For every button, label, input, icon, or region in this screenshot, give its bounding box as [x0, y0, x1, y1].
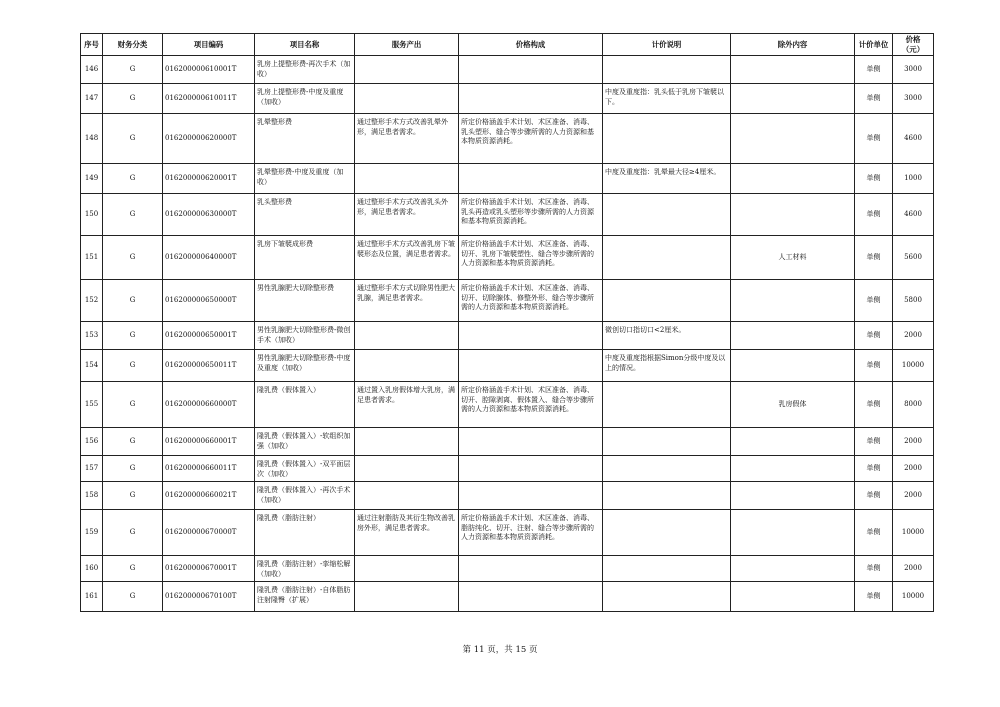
cell-finance-class: G [103, 114, 163, 164]
table-row [81, 280, 934, 322]
cell-service-output [355, 56, 459, 84]
cell-item-name: 隆乳费（假体置入） [255, 382, 355, 428]
cell-pricing-unit: 单侧 [855, 114, 893, 164]
cell-service-output [355, 582, 459, 612]
table-row [81, 114, 934, 164]
cell-exclusion [731, 350, 855, 382]
table-row [81, 382, 934, 428]
cell-price-composition [459, 84, 603, 114]
cell-price: 10000 [893, 350, 934, 382]
column-header-code: 项目编码 [163, 34, 255, 56]
table-row [81, 322, 934, 350]
cell-pricing-note [603, 382, 731, 428]
cell-service-output: 通过整形手术方式改善乳头外形，满足患者需求。 [355, 194, 459, 236]
cell-finance-class: G [103, 428, 163, 456]
cell-pricing-unit: 单侧 [855, 194, 893, 236]
cell-item-code: 016200000660001T [163, 428, 255, 456]
cell-finance-class: G [103, 236, 163, 280]
cell-exclusion [731, 482, 855, 510]
column-header-no: 序号 [81, 34, 103, 56]
table-row [81, 582, 934, 612]
cell-row-number: 153 [81, 322, 103, 350]
cell-pricing-note [603, 56, 731, 84]
cell-service-output [355, 482, 459, 510]
cell-price-composition [459, 350, 603, 382]
cell-item-name: 男性乳腺肥大切除整形费-中度及重度（加收） [255, 350, 355, 382]
cell-price-composition: 所定价格涵盖手术计划、术区准备、消毒、切开、切除腺体、修整外形、缝合等步骤所需的人力资源和基本物质资源消耗。 [459, 280, 603, 322]
cell-item-name: 乳头整形费 [255, 194, 355, 236]
table-row [81, 556, 934, 582]
column-header-note: 计价说明 [603, 34, 731, 56]
cell-pricing-unit: 单侧 [855, 280, 893, 322]
cell-pricing-note: 中度及重度指：乳晕最大径≥4厘米。 [603, 164, 731, 194]
cell-price-composition: 所定价格涵盖手术计划、术区准备、消毒、切开、腔隙剥离、假体置入、缝合等步骤所需的人力资源和基本物质资源消耗。 [459, 382, 603, 428]
cell-price-composition [459, 428, 603, 456]
column-header-price: 价格 （元） [893, 34, 934, 56]
cell-finance-class: G [103, 280, 163, 322]
cell-exclusion [731, 114, 855, 164]
cell-pricing-unit: 单侧 [855, 556, 893, 582]
cell-service-output [355, 322, 459, 350]
cell-finance-class: G [103, 510, 163, 556]
cell-service-output [355, 456, 459, 482]
cell-item-code: 016200000650011T [163, 350, 255, 382]
column-header-cls: 财务分类 [103, 34, 163, 56]
cell-pricing-unit: 单侧 [855, 236, 893, 280]
cell-pricing-note [603, 194, 731, 236]
cell-item-code: 016200000610011T [163, 84, 255, 114]
cell-finance-class: G [103, 556, 163, 582]
cell-row-number: 157 [81, 456, 103, 482]
page-footer: 第 11 页，共 15 页 [462, 645, 538, 655]
cell-item-name: 隆乳费（脂肪注射） [255, 510, 355, 556]
cell-price: 2000 [893, 482, 934, 510]
cell-exclusion [731, 280, 855, 322]
cell-price: 3000 [893, 84, 934, 114]
cell-exclusion [731, 456, 855, 482]
cell-pricing-unit: 单侧 [855, 482, 893, 510]
cell-pricing-unit: 单侧 [855, 350, 893, 382]
cell-exclusion [731, 322, 855, 350]
cell-price-composition [459, 482, 603, 510]
cell-pricing-note [603, 556, 731, 582]
cell-item-code: 016200000630000T [163, 194, 255, 236]
cell-price: 4600 [893, 114, 934, 164]
cell-price-composition [459, 582, 603, 612]
cell-pricing-note [603, 510, 731, 556]
cell-price: 3000 [893, 56, 934, 84]
cell-finance-class: G [103, 194, 163, 236]
cell-price: 10000 [893, 510, 934, 556]
pricing-table [80, 33, 934, 612]
cell-item-code: 016200000670100T [163, 582, 255, 612]
cell-pricing-unit: 单侧 [855, 322, 893, 350]
cell-price-composition: 所定价格涵盖手术计划、术区准备、消毒、乳头塑形、缝合等步骤所需的人力资源和基本物质资源消耗。 [459, 114, 603, 164]
cell-pricing-unit: 单侧 [855, 84, 893, 114]
cell-price: 10000 [893, 582, 934, 612]
cell-service-output: 通过整形手术方式改善乳晕外形，满足患者需求。 [355, 114, 459, 164]
cell-item-name: 隆乳费（假体置入）-再次手术（加收） [255, 482, 355, 510]
cell-finance-class: G [103, 164, 163, 194]
cell-service-output: 通过整形手术方式切除男性肥大乳腺，满足患者需求。 [355, 280, 459, 322]
cell-price-composition [459, 56, 603, 84]
cell-price: 5600 [893, 236, 934, 280]
cell-exclusion [731, 164, 855, 194]
cell-pricing-note [603, 582, 731, 612]
cell-pricing-unit: 单侧 [855, 56, 893, 84]
cell-finance-class: G [103, 84, 163, 114]
table-row [81, 236, 934, 280]
cell-finance-class: G [103, 482, 163, 510]
cell-pricing-unit: 单侧 [855, 456, 893, 482]
cell-finance-class: G [103, 582, 163, 612]
cell-item-code: 016200000660021T [163, 482, 255, 510]
cell-pricing-note [603, 236, 731, 280]
cell-price-composition: 所定价格涵盖手术计划、术区准备、消毒、脂肪纯化、切开、注射、缝合等步骤所需的人力资源和基本物质资源消耗。 [459, 510, 603, 556]
cell-service-output [355, 350, 459, 382]
cell-item-name: 乳房下皱襞成形费 [255, 236, 355, 280]
cell-price: 2000 [893, 556, 934, 582]
cell-row-number: 146 [81, 56, 103, 84]
cell-pricing-note: 微创切口指切口<2厘米。 [603, 322, 731, 350]
cell-item-name: 隆乳费（假体置入）-双平面层次（加收） [255, 456, 355, 482]
cell-price: 8000 [893, 382, 934, 428]
table-body [81, 56, 934, 612]
cell-service-output [355, 84, 459, 114]
cell-price: 2000 [893, 456, 934, 482]
cell-pricing-note [603, 428, 731, 456]
table-row [81, 84, 934, 114]
cell-item-name: 隆乳费（脂肪注射）-自体脂肪注射隆臀（扩展） [255, 582, 355, 612]
cell-row-number: 147 [81, 84, 103, 114]
table-row [81, 194, 934, 236]
cell-finance-class: G [103, 382, 163, 428]
cell-pricing-unit: 单侧 [855, 510, 893, 556]
cell-exclusion [731, 56, 855, 84]
cell-exclusion [731, 428, 855, 456]
cell-pricing-note [603, 482, 731, 510]
column-header-comp: 价格构成 [459, 34, 603, 56]
table-header-row [81, 34, 934, 56]
column-header-unit: 计价单位 [855, 34, 893, 56]
cell-price: 2000 [893, 428, 934, 456]
cell-item-code: 016200000670001T [163, 556, 255, 582]
cell-item-code: 016200000610001T [163, 56, 255, 84]
cell-item-code: 016200000640000T [163, 236, 255, 280]
cell-finance-class: G [103, 350, 163, 382]
cell-exclusion: 人工材料 [731, 236, 855, 280]
cell-price-composition [459, 556, 603, 582]
cell-item-code: 016200000670000T [163, 510, 255, 556]
cell-row-number: 161 [81, 582, 103, 612]
cell-pricing-unit: 单侧 [855, 164, 893, 194]
cell-item-code: 016200000620000T [163, 114, 255, 164]
cell-row-number: 158 [81, 482, 103, 510]
cell-price-composition [459, 164, 603, 194]
cell-pricing-unit: 单侧 [855, 382, 893, 428]
cell-item-name: 男性乳腺肥大切除整形费-微创手术（加收） [255, 322, 355, 350]
cell-exclusion [731, 510, 855, 556]
column-header-name: 项目名称 [255, 34, 355, 56]
cell-service-output [355, 164, 459, 194]
cell-pricing-note: 中度及重度指：乳头低于乳房下皱襞以下。 [603, 84, 731, 114]
cell-pricing-note [603, 456, 731, 482]
cell-finance-class: G [103, 456, 163, 482]
cell-price: 2000 [893, 322, 934, 350]
column-header-excl: 除外内容 [731, 34, 855, 56]
cell-price-composition [459, 456, 603, 482]
cell-row-number: 160 [81, 556, 103, 582]
cell-finance-class: G [103, 322, 163, 350]
table-row [81, 482, 934, 510]
cell-pricing-note [603, 114, 731, 164]
cell-item-name: 隆乳费（脂肪注射）-挛缩松解（加收） [255, 556, 355, 582]
cell-item-name: 隆乳费（假体置入）-软组织加强（加收） [255, 428, 355, 456]
table-row [81, 164, 934, 194]
cell-price-composition: 所定价格涵盖手术计划、术区准备、消毒、切开、乳房下皱襞塑性、缝合等步骤所需的人力资源和基本物质资源消耗。 [459, 236, 603, 280]
cell-pricing-note [603, 280, 731, 322]
cell-exclusion [731, 556, 855, 582]
cell-pricing-unit: 单侧 [855, 428, 893, 456]
cell-price-composition [459, 322, 603, 350]
table-row [81, 350, 934, 382]
column-header-out: 服务产出 [355, 34, 459, 56]
cell-price-composition: 所定价格涵盖手术计划、术区准备、消毒、乳头再造或乳头塑形等步骤所需的人力资源和基本物质资源消耗。 [459, 194, 603, 236]
cell-item-name: 乳晕整形费-中度及重度（加收） [255, 164, 355, 194]
cell-exclusion [731, 194, 855, 236]
cell-service-output: 通过置入乳房假体增大乳房，满足患者需求。 [355, 382, 459, 428]
cell-exclusion [731, 582, 855, 612]
table-row [81, 510, 934, 556]
cell-exclusion: 乳房假体 [731, 382, 855, 428]
cell-pricing-note: 中度及重度指根据Simon分级中度及以上的情况。 [603, 350, 731, 382]
pricing-table-page [80, 33, 933, 612]
cell-service-output [355, 428, 459, 456]
table-row [81, 428, 934, 456]
cell-item-code: 016200000660000T [163, 382, 255, 428]
cell-finance-class: G [103, 56, 163, 84]
cell-row-number: 150 [81, 194, 103, 236]
cell-price: 1000 [893, 164, 934, 194]
cell-item-code: 016200000620001T [163, 164, 255, 194]
cell-pricing-unit: 单侧 [855, 582, 893, 612]
cell-row-number: 152 [81, 280, 103, 322]
cell-service-output: 通过注射脂肪及其衍生物改善乳房外形，满足患者需求。 [355, 510, 459, 556]
cell-row-number: 151 [81, 236, 103, 280]
cell-item-code: 016200000660011T [163, 456, 255, 482]
cell-item-name: 乳房上提整形费-中度及重度（加收） [255, 84, 355, 114]
cell-row-number: 159 [81, 510, 103, 556]
cell-row-number: 154 [81, 350, 103, 382]
cell-price: 5800 [893, 280, 934, 322]
table-row [81, 456, 934, 482]
cell-row-number: 149 [81, 164, 103, 194]
cell-price: 4600 [893, 194, 934, 236]
cell-service-output: 通过整形手术方式改善乳房下皱襞形态及位置，满足患者需求。 [355, 236, 459, 280]
cell-row-number: 148 [81, 114, 103, 164]
cell-item-code: 016200000650001T [163, 322, 255, 350]
cell-row-number: 156 [81, 428, 103, 456]
cell-item-name: 乳晕整形费 [255, 114, 355, 164]
cell-row-number: 155 [81, 382, 103, 428]
cell-item-name: 男性乳腺肥大切除整形费 [255, 280, 355, 322]
cell-exclusion [731, 84, 855, 114]
cell-item-name: 乳房上提整形费-再次手术（加收） [255, 56, 355, 84]
table-row [81, 56, 934, 84]
cell-item-code: 016200000650000T [163, 280, 255, 322]
cell-service-output [355, 556, 459, 582]
